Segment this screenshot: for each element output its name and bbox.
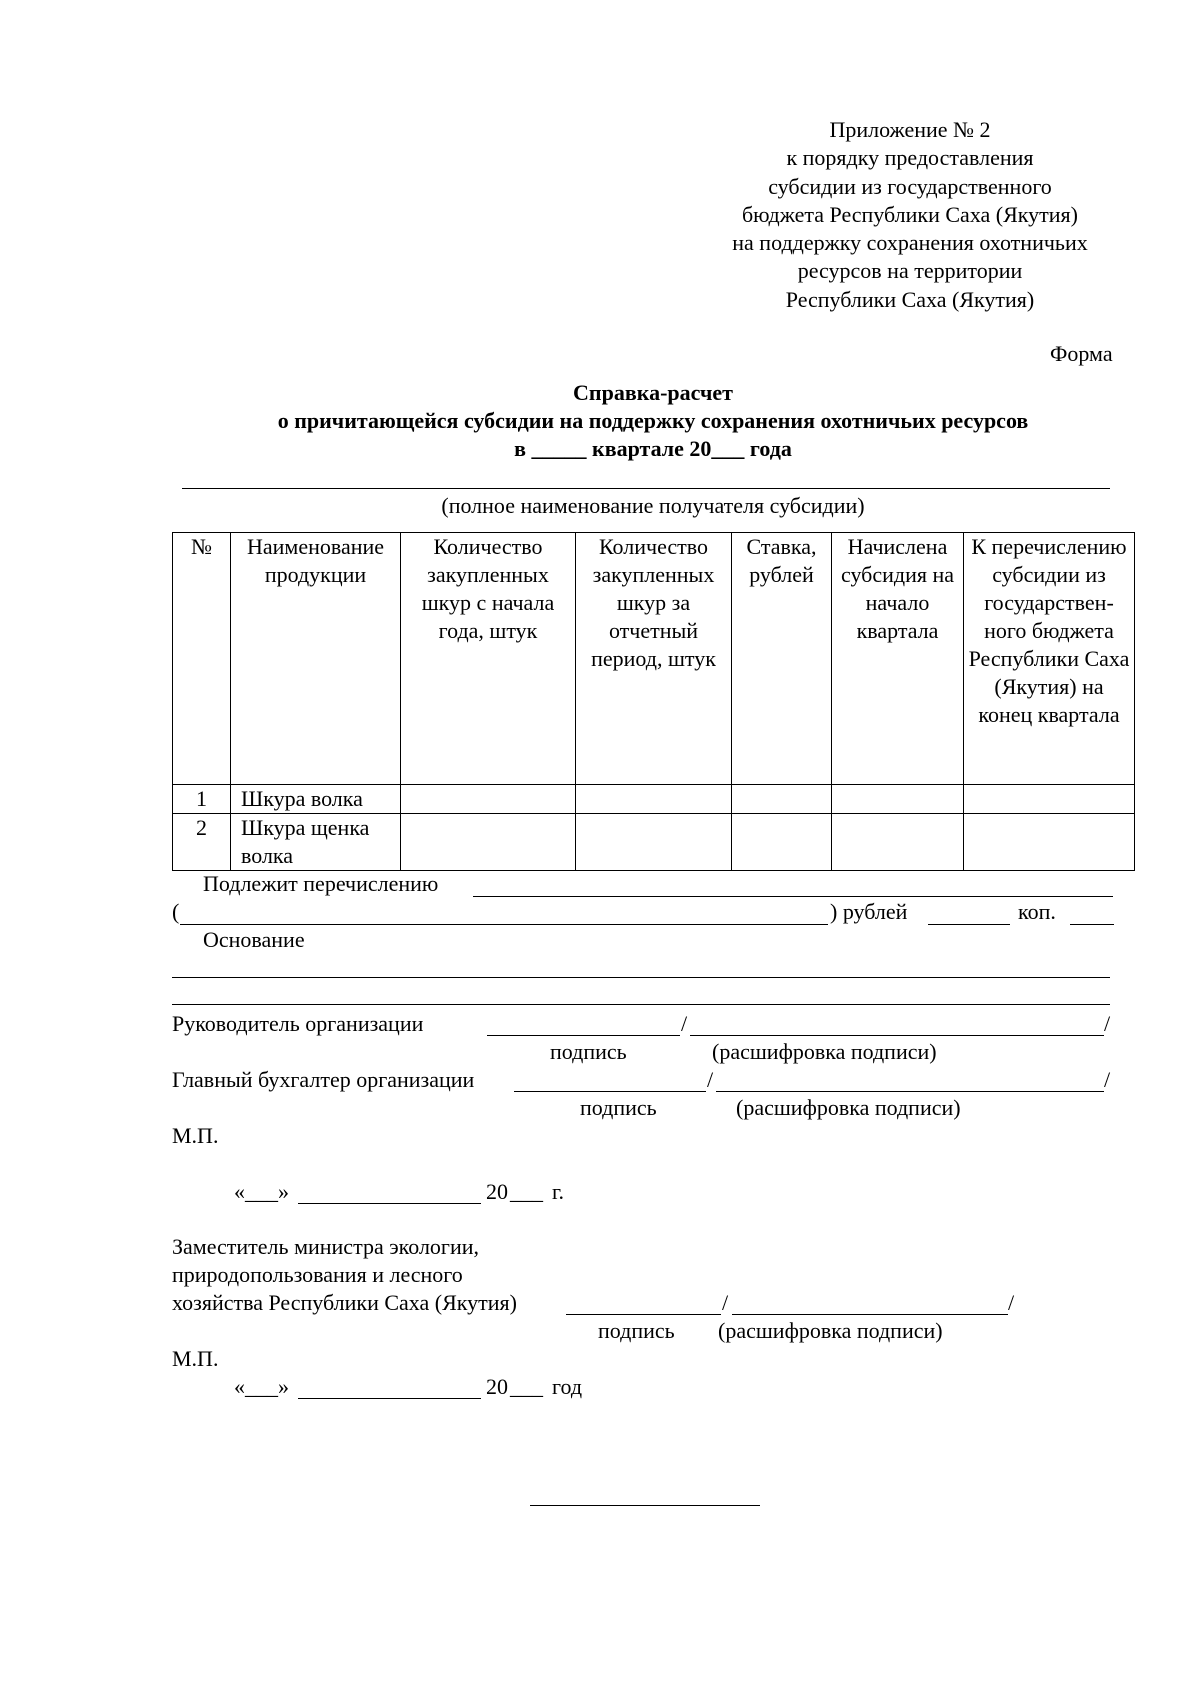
cell-qty-reporting-period[interactable]: [576, 785, 732, 814]
subsidy-table: [172, 532, 1135, 871]
cell-qty-since-year-start[interactable]: [401, 785, 576, 814]
signature-slash: /: [722, 1290, 729, 1315]
stamp-label: М.П.: [172, 1346, 219, 1371]
basis-line-2[interactable]: [172, 1004, 1110, 1005]
rubles-amount-line[interactable]: [928, 924, 1010, 925]
basis-line-1[interactable]: [172, 977, 1110, 978]
deputy-title-line: хозяйства Республики Саха (Якутия): [172, 1290, 517, 1315]
appendix-line: на поддержку сохранения охотничьих: [732, 230, 1088, 256]
signature-slash: /: [1008, 1290, 1015, 1315]
header-number: №: [173, 533, 231, 785]
header-product-name: Наименование продукции: [231, 533, 401, 785]
accountant-signature-line[interactable]: [514, 1091, 706, 1092]
appendix-line: к порядку предоставления: [786, 145, 1034, 171]
quarter-line: [172, 435, 1134, 463]
date-day[interactable]: «___»: [234, 1374, 289, 1399]
recipient-name-line[interactable]: [182, 488, 1110, 489]
cell-accrued-subsidy[interactable]: [832, 814, 964, 871]
date-day[interactable]: «___»: [234, 1179, 289, 1204]
signature-caption: подпись: [550, 1039, 627, 1064]
header-subsidy-to-transfer: К перечислению субсидии из государствен-ного бюджета Республики Саха (Якутия) на конец квартала: [964, 533, 1135, 785]
decode-caption: (расшифровка подписи): [712, 1039, 937, 1064]
head-decode-line[interactable]: [690, 1035, 1104, 1036]
appendix-line: Приложение № 2: [829, 117, 991, 142]
deputy-title-line: Заместитель министра экологии,: [172, 1234, 479, 1259]
head-signature-line[interactable]: [487, 1035, 680, 1036]
date-year-blank[interactable]: ___: [510, 1179, 543, 1204]
kopecks-label: коп.: [1018, 899, 1056, 924]
row-product-name: Шкура щенка волка: [231, 814, 401, 871]
stamp-label: М.П.: [172, 1123, 219, 1148]
cell-subsidy-to-transfer[interactable]: [964, 785, 1135, 814]
signature-caption: подпись: [598, 1318, 675, 1343]
quarter-prefix: в: [514, 436, 527, 461]
deputy-signature-line[interactable]: [566, 1314, 721, 1315]
cell-rate[interactable]: [732, 814, 832, 871]
row-product-name: Шкура волка: [231, 785, 401, 814]
date-month-line[interactable]: [298, 1398, 481, 1399]
accountant-decode-line[interactable]: [716, 1091, 1104, 1092]
decode-caption: (расшифровка подписи): [736, 1095, 961, 1120]
decode-caption: (расшифровка подписи): [718, 1318, 943, 1343]
date-year-blank[interactable]: ___: [510, 1374, 543, 1399]
cell-qty-reporting-period[interactable]: [576, 814, 732, 871]
deputy-title-line: природопользования и лесного: [172, 1262, 463, 1287]
cell-accrued-subsidy[interactable]: [832, 785, 964, 814]
table-row: [173, 785, 1135, 814]
header-rate: Ставка, рублей: [732, 533, 832, 785]
cell-qty-since-year-start[interactable]: [401, 814, 576, 871]
rubles-label: ) рублей: [830, 899, 908, 924]
head-label: Руководитель организации: [172, 1011, 424, 1036]
header-accrued-subsidy: Начислена субсидия на начало квартала: [832, 533, 964, 785]
amount-open-paren: (: [172, 899, 180, 924]
date-year-prefix: 20: [486, 1179, 508, 1204]
signature-slash: /: [707, 1067, 714, 1092]
table-row: [173, 814, 1135, 871]
deputy-decode-line[interactable]: [732, 1314, 1008, 1315]
appendix-line: Республики Саха (Якутия): [785, 286, 1035, 312]
date-suffix: г.: [552, 1179, 565, 1204]
appendix-line: бюджета Республики Саха (Якутия): [741, 201, 1078, 227]
signature-slash: /: [681, 1011, 688, 1036]
basis-label: Основание: [203, 927, 305, 952]
cell-rate[interactable]: [732, 785, 832, 814]
signature-slash: /: [1104, 1011, 1111, 1036]
year-blank[interactable]: ___: [711, 436, 745, 461]
signature-slash: /: [1104, 1067, 1111, 1092]
appendix-header: [690, 116, 1130, 314]
row-number: 2: [173, 814, 231, 871]
amount-words-line[interactable]: [180, 924, 828, 925]
quarter-suffix: года: [749, 436, 792, 461]
document-title: Справка-расчет: [573, 380, 733, 405]
accountant-label: Главный бухгалтер организации: [172, 1067, 475, 1092]
signature-caption: подпись: [580, 1095, 657, 1120]
kopecks-amount-line[interactable]: [1070, 924, 1114, 925]
document-subtitle: о причитающейся субсидии на поддержку сохранения охотничьих ресурсов: [277, 408, 1029, 433]
payment-amount-line[interactable]: [473, 896, 1113, 897]
appendix-line: ресурсов на территории: [797, 258, 1023, 284]
header-qty-reporting-period: Количество закупленных шкур за отчетный период, штук: [576, 533, 732, 785]
date-month-line[interactable]: [298, 1203, 481, 1204]
date-year-prefix: 20: [486, 1374, 508, 1399]
recipient-caption: (полное наименование получателя субсидии): [441, 493, 865, 518]
quarter-blank[interactable]: _____: [531, 436, 587, 461]
form-label: Форма: [1050, 341, 1113, 366]
payment-label: Подлежит перечислению: [203, 871, 439, 896]
cell-subsidy-to-transfer[interactable]: [964, 814, 1135, 871]
date-suffix: год: [552, 1374, 583, 1399]
row-number: 1: [173, 785, 231, 814]
table-header-row: [173, 533, 1135, 785]
quarter-middle: квартале 20: [592, 436, 712, 461]
end-divider: [530, 1505, 760, 1506]
appendix-line: субсидии из государственного: [768, 173, 1052, 199]
header-qty-since-year-start: Количество закупленных шкур с начала года, штук: [401, 533, 576, 785]
